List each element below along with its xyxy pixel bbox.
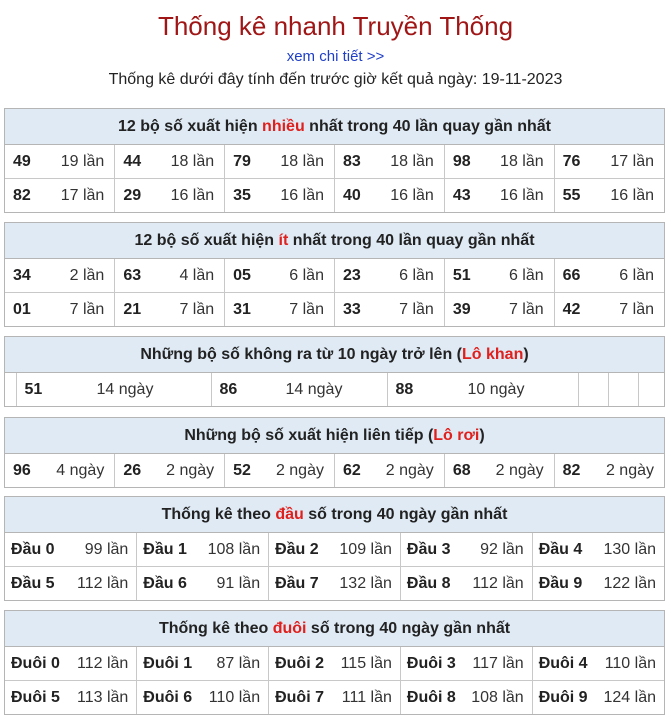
table-row [5,179,664,213]
table-row [5,454,664,487]
table-row [5,259,664,293]
table-cell: 82 17 lần [5,179,115,213]
table-cell: 83 18 lần [334,145,444,179]
table-cell: 52 2 ngày [225,454,335,487]
lo-khan-section [4,336,665,407]
least-frequent-title: 12 bộ số xuất hiện ít nhất trong 40 lần quay gần nhất [5,223,664,259]
table-cell: 33 7 lần [334,293,444,327]
table-cell: 96 4 ngày [5,454,115,487]
table-cell: Đầu 2 109 lần [269,533,401,567]
table-cell: 29 16 lần [115,179,225,213]
table-cell: 26 2 ngày [115,454,225,487]
most-frequent-title: 12 bộ số xuất hiện nhiều nhất trong 40 lần quay gần nhất [5,109,664,145]
table-cell: Đuôi 8 108 lần [400,681,532,715]
table-cell: 82 2 ngày [554,454,664,487]
table-cell: 76 17 lần [554,145,664,179]
table-cell: 88 10 ngày [387,373,578,406]
table-cell: Đầu 9 122 lần [532,567,664,601]
table-cell: Đầu 7 132 lần [269,567,401,601]
table-cell: Đuôi 5 113 lần [5,681,137,715]
page-header [0,0,671,91]
table-cell-empty [638,373,664,406]
table-cell: Đuôi 4 110 lần [532,647,664,681]
table-cell: 66 6 lần [554,259,664,293]
table-cell: Đầu 4 130 lần [532,533,664,567]
least-frequent-table [5,259,664,326]
table-cell: Đuôi 9 124 lần [532,681,664,715]
view-detail-link[interactable]: xem chi tiết >> [286,48,385,65]
table-cell: Đuôi 3 117 lần [400,647,532,681]
table-cell: 40 16 lần [334,179,444,213]
table-cell: 51 14 ngày [16,373,211,406]
page-title: Thống kê nhanh Truyền Thống [157,11,514,41]
table-cell: 21 7 lần [115,293,225,327]
table-row [5,533,664,567]
dau-section [4,496,665,601]
table-cell: 51 6 lần [444,259,554,293]
table-cell: 49 19 lần [5,145,115,179]
table-cell-empty [578,373,608,406]
table-cell: 39 7 lần [444,293,554,327]
table-cell: 05 6 lần [225,259,335,293]
lo-khan-title: Những bộ số không ra từ 10 ngày trở lên (Lô khan) [5,337,664,373]
duoi-table [5,647,664,714]
table-cell: Đầu 8 112 lần [400,567,532,601]
table-cell: 86 14 ngày [211,373,387,406]
table-row [5,373,664,406]
table-cell: 98 18 lần [444,145,554,179]
table-cell: 01 7 lần [5,293,115,327]
lo-roi-table [5,454,664,487]
table-cell: Đuôi 7 111 lần [269,681,401,715]
dau-table [5,533,664,600]
table-cell: Đầu 1 108 lần [137,533,269,567]
most-frequent-section [4,108,665,213]
lo-khan-table [5,373,664,406]
dau-title: Thống kê theo đầu số trong 40 ngày gần nhất [5,497,664,533]
table-row [5,293,664,327]
table-cell: 35 16 lần [225,179,335,213]
table-cell: 34 2 lần [5,259,115,293]
most-frequent-table [5,145,664,212]
least-frequent-section [4,222,665,327]
table-cell: Đuôi 6 110 lần [137,681,269,715]
table-cell: Đầu 5 112 lần [5,567,137,601]
table-cell-empty [5,373,16,406]
table-cell: 23 6 lần [334,259,444,293]
table-cell: 42 7 lần [554,293,664,327]
lo-roi-title: Những bộ số xuất hiện liên tiếp (Lô rơi) [5,418,664,454]
table-cell: 63 4 lần [115,259,225,293]
table-cell: 44 18 lần [115,145,225,179]
table-cell: Đuôi 1 87 lần [137,647,269,681]
table-cell: Đầu 6 91 lần [137,567,269,601]
table-cell: Đầu 0 99 lần [5,533,137,567]
table-row [5,681,664,715]
table-cell: 43 16 lần [444,179,554,213]
duoi-section [4,610,665,715]
table-cell: 68 2 ngày [444,454,554,487]
lo-roi-section [4,417,665,488]
table-row [5,145,664,179]
table-cell: 31 7 lần [225,293,335,327]
table-cell: 62 2 ngày [334,454,444,487]
duoi-title: Thống kê theo đuôi số trong 40 ngày gần nhất [5,611,664,647]
table-cell: Đuôi 2 115 lần [269,647,401,681]
page-subtitle: Thống kê dưới đây tính đến trước giờ kết quả ngày: 19-11-2023 [108,71,563,88]
table-cell: 79 18 lần [225,145,335,179]
table-row [5,647,664,681]
table-cell: 55 16 lần [554,179,664,213]
table-cell: Đầu 3 92 lần [400,533,532,567]
table-row [5,567,664,601]
table-cell: Đuôi 0 112 lần [5,647,137,681]
table-cell-empty [608,373,638,406]
